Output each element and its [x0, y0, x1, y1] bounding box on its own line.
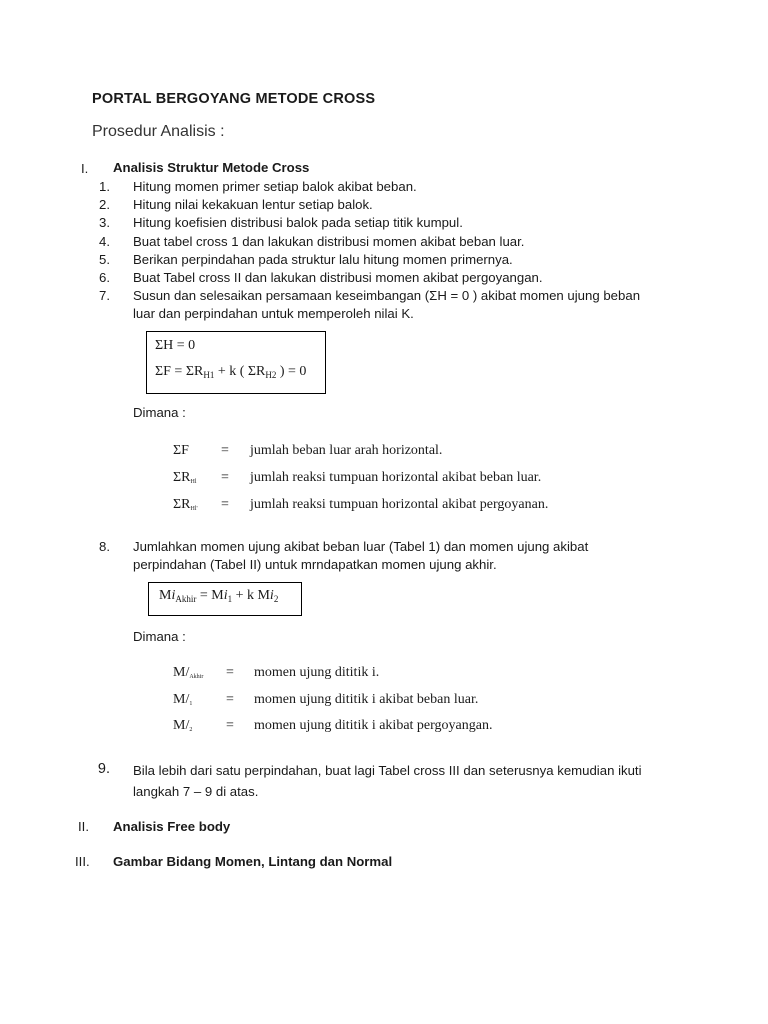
step-text: Hitung koefisien distribusi balok pada setiap titik kumpul. [133, 215, 463, 230]
definition-text: momen ujung dititik i akibat beban luar. [254, 692, 479, 707]
definition-symbol: $\Sigma R_{Hl}$ [173, 470, 197, 485]
definition-equals: = [226, 692, 234, 707]
definition-symbol: $M/_1$ [173, 692, 193, 707]
step-number: 5. [99, 252, 110, 267]
eq-part: ΣF = ΣR [155, 364, 204, 379]
eq-part: ) = 0 [276, 364, 307, 379]
step-number: 4. [99, 234, 110, 249]
definition-text: jumlah reaksi tumpuan horizontal akibat beban luar. [250, 470, 542, 485]
definition-text: jumlah beban luar arah horizontal. [250, 443, 443, 458]
section-2-numeral: II. [78, 819, 89, 834]
eq-subscript: H2 [265, 370, 277, 380]
definition-equals: = [221, 443, 229, 458]
dimana-label: Dimana : [133, 405, 186, 420]
step-text: Berikan perpindahan pada struktur lalu hitung momen primernya. [133, 252, 513, 267]
equation-box-equilibrium [146, 331, 326, 394]
section-1-label: Analisis Struktur Metode Cross [113, 160, 310, 175]
step-text: Bila lebih dari satu perpindahan, buat lagi Tabel cross III dan seterusnya kemudian ikuti [133, 763, 642, 778]
definition-text: momen ujung dititik i. [254, 665, 380, 680]
step-text-continued: langkah 7 – 9 di atas. [133, 784, 259, 799]
eq-subscript: H1 [203, 370, 215, 380]
equation-final-moment: $Mi_{Akhir} = Mi_1 + k$ $Mi_2$ [159, 588, 279, 604]
step-number: 2. [99, 197, 110, 212]
step-text-continued: luar dan perpindahan untuk memperoleh nilai K. [133, 306, 414, 321]
step-text: Hitung momen primer setiap balok akibat beban. [133, 179, 417, 194]
dimana-label: Dimana : [133, 629, 186, 644]
definition-text: momen ujung dititik i akibat pergoyangan. [254, 718, 493, 733]
eq-part: + k ( ΣR [214, 364, 266, 379]
definition-equals: = [226, 665, 234, 680]
step-number: 7. [99, 288, 110, 303]
section-1-numeral: I. [81, 161, 89, 176]
definition-equals: = [226, 718, 234, 733]
step-number: 6. [99, 270, 110, 285]
section-3-numeral: III. [75, 854, 90, 869]
step-text: Buat tabel cross 1 dan lakukan distribusi momen akibat beban luar. [133, 234, 525, 249]
definition-symbol: ΣF [173, 443, 189, 458]
definition-symbol: $M/_{Akhir}$ [173, 665, 204, 680]
definition-equals: = [221, 470, 229, 485]
step-text: Buat Tabel cross II dan lakukan distribusi momen akibat pergoyangan. [133, 270, 543, 285]
step-number: 8. [99, 539, 110, 554]
step-text: Susun dan selesaikan persamaan keseimbangan (ΣH = 0 ) akibat momen ujung beban [133, 288, 641, 303]
step-text: Jumlahkan momen ujung akibat beban luar (Tabel 1) dan momen ujung akibat [133, 539, 589, 554]
step-text: Hitung nilai kekakuan lentur setiap balok. [133, 197, 373, 212]
equation-box-end-moment [148, 582, 302, 616]
section-3-label: Gambar Bidang Momen, Lintang dan Normal [113, 854, 393, 869]
step-text-continued: perpindahan (Tabel II) untuk mrndapatkan momen ujung akhir. [133, 557, 497, 572]
page-title: PORTAL BERGOYANG METODE CROSS [92, 91, 376, 107]
page-subtitle: Prosedur Analisis : [92, 123, 225, 140]
equation-line-sum-h: ΣH = 0 [155, 338, 196, 353]
step-number: 9. [97, 761, 110, 777]
equation-line-sum-f [155, 364, 306, 380]
section-2-label: Analisis Free body [113, 819, 231, 834]
step-number: 1. [99, 179, 110, 194]
definition-symbol: $\Sigma R_{Hl'}$ [173, 497, 198, 512]
definition-equals: = [221, 497, 229, 512]
definition-text: jumlah reaksi tumpuan horizontal akibat pergoyanan. [250, 497, 549, 512]
definition-symbol: $M/_2$ [173, 718, 193, 733]
step-number: 3. [99, 215, 110, 230]
